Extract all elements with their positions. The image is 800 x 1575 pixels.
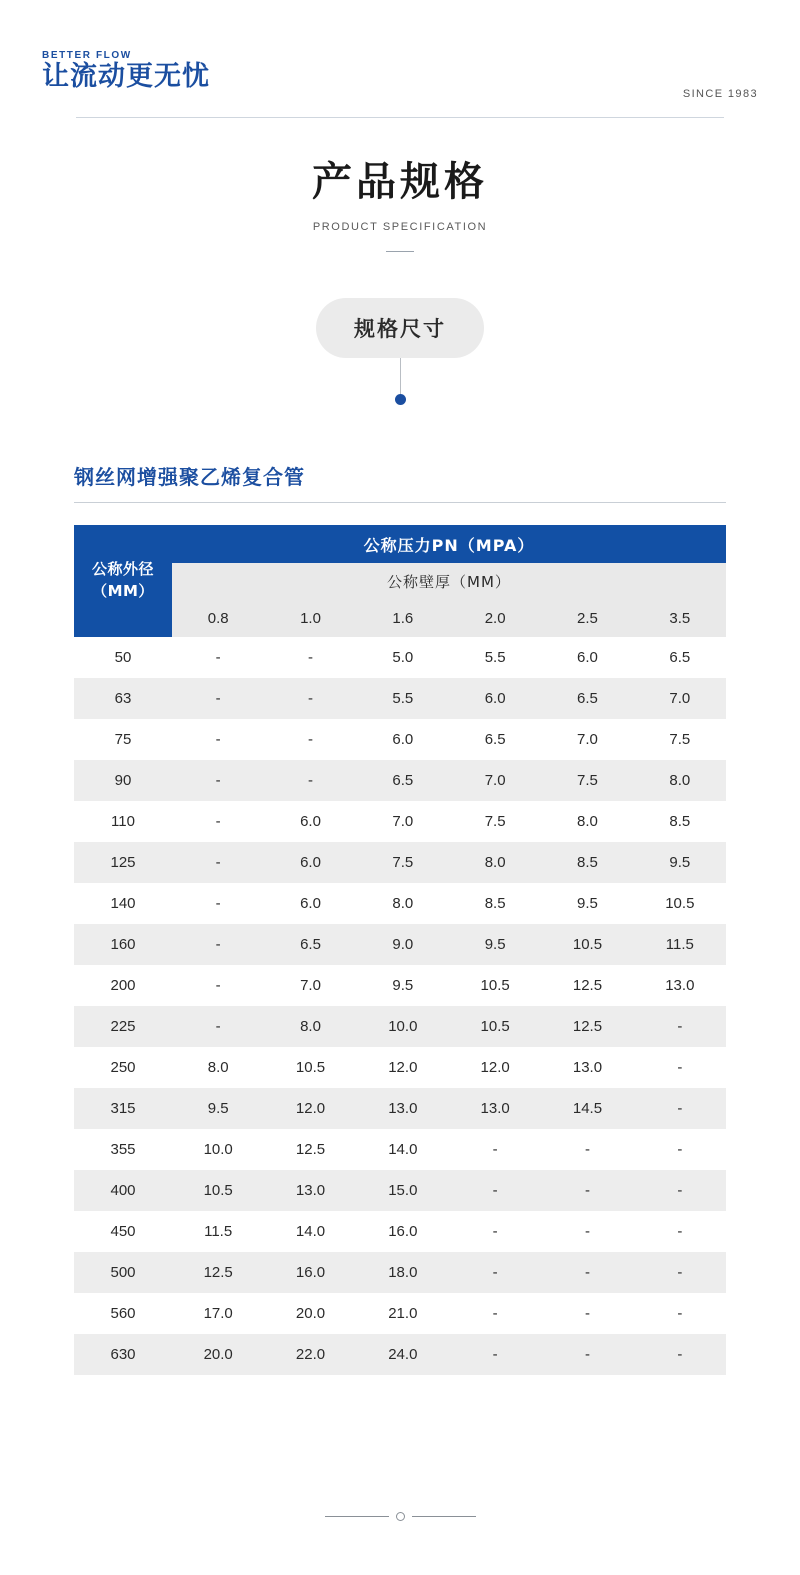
cell-od: 160: [74, 924, 172, 965]
table-header-row-3: [74, 600, 726, 637]
cell-thickness: 9.5: [541, 883, 633, 924]
header-pressure-col-3: 2.0: [449, 600, 541, 637]
cell-thickness: -: [634, 1252, 726, 1293]
cell-thickness: -: [634, 1334, 726, 1375]
section-heading-underline: [74, 502, 726, 503]
header-pressure-col-1: 1.0: [264, 600, 356, 637]
section-badge-wrapper: [0, 298, 800, 405]
table-row: [74, 924, 726, 965]
table-row: [74, 1252, 726, 1293]
cell-thickness: -: [172, 883, 264, 924]
header-nominal-wall-thickness: 公称壁厚（MM）: [172, 563, 726, 600]
table-row: [74, 1293, 726, 1334]
cell-od: 250: [74, 1047, 172, 1088]
cell-thickness: 13.0: [541, 1047, 633, 1088]
cell-thickness: -: [541, 1170, 633, 1211]
cell-thickness: 13.0: [634, 965, 726, 1006]
cell-thickness: 12.5: [264, 1129, 356, 1170]
table-row: [74, 1088, 726, 1129]
footer-line-left: [325, 1516, 389, 1517]
cell-thickness: 6.0: [264, 842, 356, 883]
cell-thickness: 10.5: [634, 883, 726, 924]
cell-thickness: 15.0: [357, 1170, 449, 1211]
cell-thickness: 11.5: [172, 1211, 264, 1252]
cell-od: 630: [74, 1334, 172, 1375]
cell-od: 560: [74, 1293, 172, 1334]
table-row: [74, 678, 726, 719]
cell-thickness: 7.5: [357, 842, 449, 883]
header-pressure-col-5: 3.5: [634, 600, 726, 637]
cell-thickness: 5.5: [449, 637, 541, 678]
cell-thickness: -: [449, 1252, 541, 1293]
cell-thickness: 6.5: [541, 678, 633, 719]
cell-thickness: 7.5: [634, 719, 726, 760]
table-row: [74, 1047, 726, 1088]
cell-thickness: -: [172, 965, 264, 1006]
cell-thickness: -: [634, 1006, 726, 1047]
badge-connector-dot: [395, 394, 406, 405]
cell-od: 90: [74, 760, 172, 801]
cell-thickness: 9.5: [634, 842, 726, 883]
cell-thickness: 8.5: [634, 801, 726, 842]
cell-thickness: 12.5: [172, 1252, 264, 1293]
table-row: [74, 637, 726, 678]
header-divider: [76, 117, 724, 118]
cell-thickness: -: [449, 1293, 541, 1334]
cell-thickness: 24.0: [357, 1334, 449, 1375]
cell-od: 200: [74, 965, 172, 1006]
cell-thickness: 6.0: [541, 637, 633, 678]
table-header-row-2: [74, 563, 726, 600]
cell-thickness: 12.0: [357, 1047, 449, 1088]
spec-section: [74, 461, 726, 1375]
page-subtitle: PRODUCT SPECIFICATION: [312, 221, 488, 233]
cell-thickness: 9.5: [357, 965, 449, 1006]
table-row: [74, 965, 726, 1006]
cell-thickness: 7.0: [264, 965, 356, 1006]
section-heading: 钢丝网增强聚乙烯复合管: [74, 465, 305, 489]
cell-thickness: 8.5: [541, 842, 633, 883]
cell-od: 225: [74, 1006, 172, 1047]
cell-thickness: -: [541, 1129, 633, 1170]
cell-thickness: -: [541, 1293, 633, 1334]
table-row: [74, 760, 726, 801]
cell-od: 500: [74, 1252, 172, 1293]
cell-thickness: -: [172, 842, 264, 883]
cell-od: 140: [74, 883, 172, 924]
cell-thickness: 7.5: [541, 760, 633, 801]
cell-thickness: -: [264, 637, 356, 678]
cell-thickness: -: [172, 637, 264, 678]
cell-thickness: 12.5: [541, 965, 633, 1006]
cell-thickness: -: [449, 1211, 541, 1252]
cell-thickness: 16.0: [357, 1211, 449, 1252]
cell-thickness: -: [449, 1170, 541, 1211]
cell-thickness: -: [634, 1170, 726, 1211]
cell-thickness: 10.5: [541, 924, 633, 965]
page-title: 产品规格: [312, 159, 488, 205]
cell-thickness: 8.0: [264, 1006, 356, 1047]
cell-thickness: -: [634, 1088, 726, 1129]
cell-thickness: 6.0: [264, 883, 356, 924]
cell-thickness: 18.0: [357, 1252, 449, 1293]
cell-thickness: 6.0: [449, 678, 541, 719]
header-pressure-col-4: 2.5: [541, 600, 633, 637]
cell-thickness: 20.0: [264, 1293, 356, 1334]
table-row: [74, 1211, 726, 1252]
cell-thickness: -: [172, 1006, 264, 1047]
cell-thickness: 6.5: [357, 760, 449, 801]
cell-thickness: 9.5: [449, 924, 541, 965]
header-pressure-col-0: 0.8: [172, 600, 264, 637]
cell-thickness: -: [634, 1129, 726, 1170]
table-row: [74, 1170, 726, 1211]
page-footer-ornament: [0, 1512, 800, 1521]
cell-thickness: -: [541, 1334, 633, 1375]
cell-od: 50: [74, 637, 172, 678]
cell-thickness: 8.5: [449, 883, 541, 924]
cell-thickness: 5.5: [357, 678, 449, 719]
cell-thickness: -: [264, 678, 356, 719]
cell-thickness: 7.0: [449, 760, 541, 801]
header-inner: [34, 0, 766, 120]
cell-thickness: 17.0: [172, 1293, 264, 1334]
table-row: [74, 883, 726, 924]
cell-od: 110: [74, 801, 172, 842]
cell-thickness: -: [264, 719, 356, 760]
cell-thickness: 11.5: [634, 924, 726, 965]
table-header-row-1: [74, 525, 726, 563]
cell-thickness: -: [172, 924, 264, 965]
cell-thickness: 14.5: [541, 1088, 633, 1129]
cell-thickness: 8.0: [634, 760, 726, 801]
page-title-block: [0, 150, 800, 252]
table-row: [74, 1334, 726, 1375]
table-row: [74, 719, 726, 760]
brand-logo: [42, 50, 210, 91]
table-body: [74, 637, 726, 1375]
cell-thickness: 7.0: [541, 719, 633, 760]
cell-od: 315: [74, 1088, 172, 1129]
cell-od: 75: [74, 719, 172, 760]
cell-thickness: -: [541, 1252, 633, 1293]
cell-thickness: -: [634, 1047, 726, 1088]
footer-circle: [396, 1512, 405, 1521]
cell-thickness: 5.0: [357, 637, 449, 678]
cell-thickness: 9.5: [172, 1088, 264, 1129]
table-row: [74, 801, 726, 842]
cell-thickness: 9.0: [357, 924, 449, 965]
table-row: [74, 842, 726, 883]
cell-thickness: 8.0: [172, 1047, 264, 1088]
cell-thickness: 13.0: [357, 1088, 449, 1129]
cell-od: 450: [74, 1211, 172, 1252]
cell-thickness: 6.0: [264, 801, 356, 842]
page-header: [0, 0, 800, 120]
cell-thickness: -: [172, 719, 264, 760]
cell-thickness: 10.5: [172, 1170, 264, 1211]
table-head: [74, 525, 726, 637]
cell-thickness: 22.0: [264, 1334, 356, 1375]
cell-thickness: 8.0: [541, 801, 633, 842]
brand-tagline-cn: 让流动更无忧: [42, 61, 210, 92]
cell-thickness: -: [634, 1293, 726, 1334]
cell-thickness: 10.0: [172, 1129, 264, 1170]
cell-od: 125: [74, 842, 172, 883]
header-nominal-outer-diameter: 公称外径（MM）: [74, 525, 172, 637]
header-nominal-pressure: 公称压力PN（MPA）: [172, 525, 726, 563]
cell-thickness: 12.0: [264, 1088, 356, 1129]
cell-thickness: -: [172, 760, 264, 801]
cell-od: 355: [74, 1129, 172, 1170]
cell-thickness: 12.5: [541, 1006, 633, 1047]
cell-thickness: -: [172, 801, 264, 842]
cell-thickness: 10.5: [264, 1047, 356, 1088]
section-badge: 规格尺寸: [316, 298, 484, 358]
cell-thickness: 10.5: [449, 965, 541, 1006]
cell-thickness: 8.0: [357, 883, 449, 924]
cell-thickness: -: [172, 678, 264, 719]
cell-thickness: 13.0: [264, 1170, 356, 1211]
cell-thickness: -: [449, 1129, 541, 1170]
title-divider: [386, 251, 414, 252]
cell-thickness: 10.5: [449, 1006, 541, 1047]
cell-od: 63: [74, 678, 172, 719]
cell-thickness: -: [541, 1211, 633, 1252]
cell-thickness: 6.5: [634, 637, 726, 678]
cell-thickness: 7.0: [357, 801, 449, 842]
since-label: SINCE 1983: [682, 88, 758, 100]
brand-tagline-en: BETTER FLOW: [42, 50, 132, 61]
table-row: [74, 1129, 726, 1170]
badge-connector-line: [400, 358, 401, 394]
cell-thickness: 14.0: [357, 1129, 449, 1170]
cell-od: 400: [74, 1170, 172, 1211]
cell-thickness: 13.0: [449, 1088, 541, 1129]
table-row: [74, 1006, 726, 1047]
cell-thickness: 7.0: [634, 678, 726, 719]
cell-thickness: -: [264, 760, 356, 801]
cell-thickness: 6.0: [357, 719, 449, 760]
cell-thickness: 20.0: [172, 1334, 264, 1375]
footer-line-right: [412, 1516, 476, 1517]
cell-thickness: 8.0: [449, 842, 541, 883]
cell-thickness: 10.0: [357, 1006, 449, 1047]
specification-table: [74, 525, 726, 1375]
cell-thickness: 12.0: [449, 1047, 541, 1088]
cell-thickness: 6.5: [264, 924, 356, 965]
cell-thickness: 16.0: [264, 1252, 356, 1293]
header-pressure-col-2: 1.6: [357, 600, 449, 637]
cell-thickness: 21.0: [357, 1293, 449, 1334]
cell-thickness: 6.5: [449, 719, 541, 760]
cell-thickness: -: [449, 1334, 541, 1375]
cell-thickness: -: [634, 1211, 726, 1252]
cell-thickness: 7.5: [449, 801, 541, 842]
cell-thickness: 14.0: [264, 1211, 356, 1252]
